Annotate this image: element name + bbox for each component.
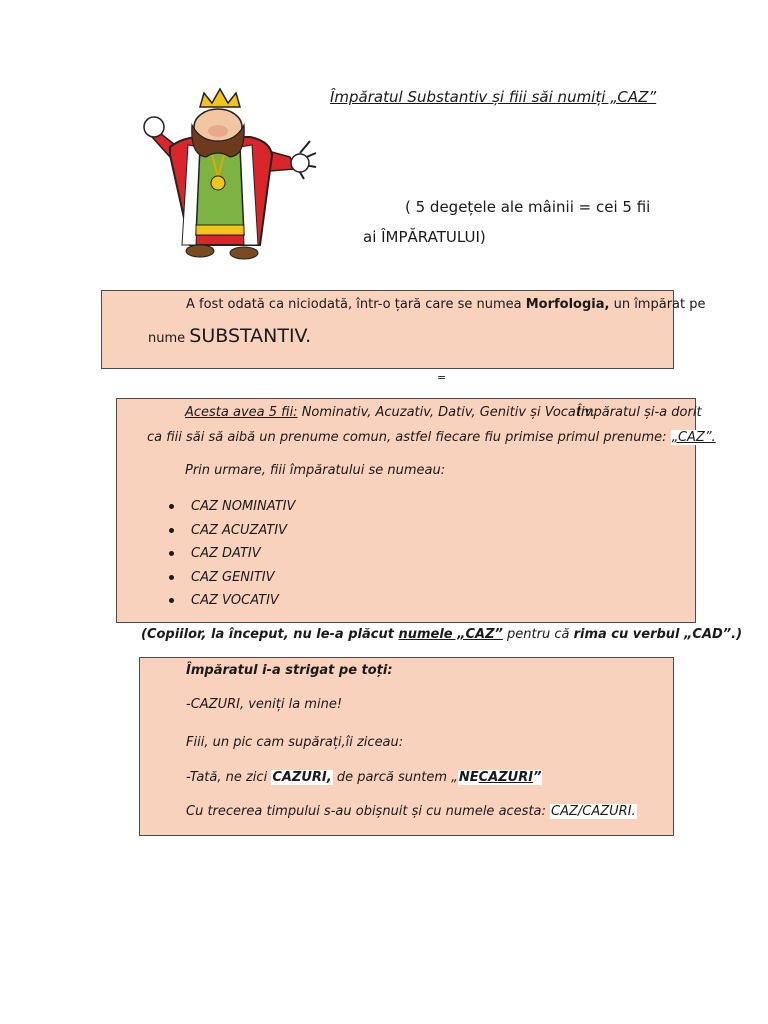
sons-line1-end: Împăratul și-a dorit [577, 405, 702, 420]
remark-d: rima cu verbul „CAD”.) [573, 627, 743, 642]
dialog-line1: Împăratul i-a strigat pe toți: [186, 663, 393, 678]
remark-a: (Copiilor, la început, nu le-a plăcut [141, 627, 399, 642]
remark-numele: numele „CAZ” [398, 627, 503, 642]
page-title: Împăratul Substantiv și fiii săi numiți „CAZ” [330, 88, 657, 106]
morfologia-term: Morfologia, [525, 297, 610, 312]
dialog-line3: Fiii, un pic cam supărați,îi ziceau: [186, 735, 404, 750]
dialog-line4-c: de parcă suntem „ [332, 770, 458, 785]
dialog-line4 [186, 770, 542, 785]
remark-c: pentru că [502, 627, 574, 642]
intro-line2 [148, 325, 311, 347]
intro-line1-text: A fost odată ca niciodată, într-o țară care se numea [186, 297, 526, 312]
case-item: CAZ ACUZATIV [169, 519, 295, 543]
sons-line2 [147, 430, 717, 445]
separator-mark: = [437, 371, 447, 384]
caz-prenume: „CAZ”. [671, 430, 716, 445]
king-illustration [140, 85, 325, 270]
dialog-line4-a: -Tată, ne zici [186, 770, 272, 785]
sons-line2-text: ca fiii săi să aibă un prenume comun, astfel fiecare fiu primise primul prenume: [147, 430, 671, 445]
intro-line1 [186, 297, 705, 312]
sons-intro: Acesta avea 5 fii: [185, 405, 298, 420]
case-item: CAZ NOMINATIV [169, 495, 295, 519]
cazuri-term: CAZURI, [272, 770, 332, 785]
sons-names: Nominativ, Acuzativ, Dativ, Genitiv și Vocativ. [297, 405, 596, 420]
sons-box [116, 398, 716, 623]
necazuri-term: NECAZURI” [458, 770, 542, 785]
sons-line1 [185, 405, 595, 420]
caz-cazuri-term: CAZ/CAZURI. [551, 804, 636, 819]
fingers-note-line1: ( 5 degețele ale mâinii = cei 5 fii [405, 198, 651, 216]
fingers-note-line2: ai ÎMPĂRATULUI) [363, 228, 486, 246]
dialog-box [139, 657, 674, 836]
cases-list [169, 495, 295, 613]
intro-line2-text: nume [148, 331, 190, 346]
sons-line3: Prin urmare, fiii împăratului se numeau: [185, 463, 446, 478]
children-remark [141, 627, 742, 642]
intro-box [101, 290, 706, 369]
case-item: CAZ GENITIV [169, 566, 295, 590]
case-item: CAZ VOCATIV [169, 589, 295, 613]
substantiv-term: SUBSTANTIV. [189, 325, 312, 347]
dialog-line5 [186, 804, 637, 819]
dialog-line5-a: Cu trecerea timpului s-au obișnuit și cu numele acesta: [186, 804, 551, 819]
case-item: CAZ DATIV [169, 542, 295, 566]
intro-line1-end: un împărat pe [609, 297, 706, 312]
dialog-line2: -CAZURI, veniți la mine! [186, 697, 343, 712]
